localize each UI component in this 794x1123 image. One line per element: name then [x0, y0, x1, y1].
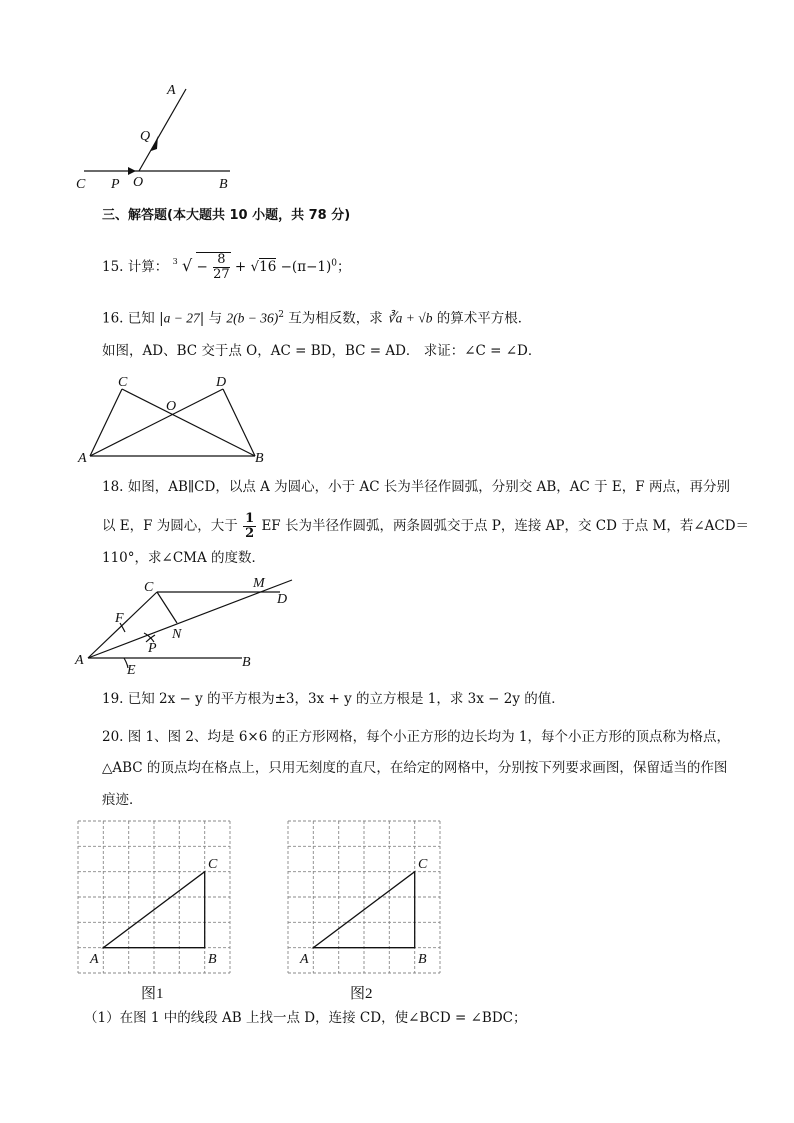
frac-denominator: 27: [213, 267, 230, 282]
question-16: 16. 已知 |a − 27| 与 $2(b - 36)^2$ 互为相反数，求 ∛a + √b 的算术平方根．: [102, 310, 532, 327]
arrow-p-icon: [128, 167, 136, 175]
label-a: A: [90, 952, 99, 967]
question-18-line2: [102, 512, 749, 541]
cube-root-expression: $^3$ √ − $\frac{8}{27}$: [172, 252, 230, 282]
frac-numerator: 8: [213, 253, 230, 268]
label-c: C: [418, 857, 428, 872]
question-20-line3: 痕迹．: [102, 792, 143, 808]
label-b: B: [418, 952, 427, 967]
label-a: A: [78, 451, 87, 466]
half-numerator: 1: [245, 511, 255, 526]
label-a: A: [75, 653, 84, 668]
section-header: 三、解答题(本大题共 10 小题，共 78 分): [102, 208, 351, 223]
half-denominator: 2: [245, 526, 255, 541]
minus-sign: −: [196, 259, 208, 275]
sqrt-argument: 16: [259, 259, 277, 275]
label-b: B: [219, 177, 228, 192]
label-b: B: [242, 655, 251, 670]
grid-figure-2: [280, 815, 450, 985]
label-f: F: [115, 611, 124, 626]
q16-t3: 互为相反数，求: [288, 310, 383, 327]
label-q: Q: [140, 129, 151, 144]
square-expression: 2(b − 36): [226, 310, 279, 326]
q18-figure: [70, 570, 310, 678]
question-15: 15. 计算： $^3$ √ − $\frac{8}{27}$ + $√16 -(\pi-1)^0$；: [102, 252, 351, 282]
top-ray-figure: [60, 78, 260, 198]
figure-2-caption: 图2: [350, 986, 373, 1002]
question-18-line1: 18. 如图，AB∥CD，以点 A 为圆心，小于 AC 长为半径作圆弧，分别交 AB，AC 于 E，F 两点，再分别: [102, 479, 730, 495]
question-20-line2: △ABC 的顶点均在格点上，只用无刻度的直尺，在给定的网格中，分别按下列要求画图，保留适当的作图: [102, 760, 728, 776]
question-18-line3: 110°，求∠CMA 的度数．: [102, 550, 266, 566]
label-c: C: [144, 580, 154, 595]
root-expression: ∛a + √b: [387, 310, 433, 326]
label-c: C: [76, 177, 86, 192]
question-17: 如图，AD、BC 交于点 O，AC = BD，BC = AD． 求证：∠C = ∠D．: [102, 343, 542, 359]
q15-number: 15.: [102, 259, 124, 275]
label-a: A: [300, 952, 309, 967]
label-o: O: [133, 175, 144, 190]
question-20-sub1: （1）在图 1 中的线段 AB 上找一点 D，连接 CD，使∠BCD = ∠BDC；: [84, 1010, 527, 1026]
label-d: D: [216, 375, 227, 390]
q15-end: ；: [336, 259, 351, 275]
q16-number: 16.: [102, 310, 124, 327]
q15-tail: −(π−1): [280, 259, 332, 275]
question-20-line1: 20. 图 1、图 2、均是 6×6 的正方形网格，每个小正方形的边长均为 1，每个小正方形的顶点称为格点，: [102, 729, 730, 745]
figure-1-caption: 图1: [141, 986, 164, 1002]
question-19: 19. 已知 2x − y 的平方根为±3，3x + y 的立方根是 1，求 3x − 2y 的值．: [102, 691, 565, 707]
label-e: E: [127, 663, 136, 678]
label-c: C: [118, 375, 128, 390]
label-n: N: [172, 627, 182, 642]
arrow-q-icon: [151, 136, 158, 151]
q16-t4: 的算术平方根．: [436, 310, 532, 327]
q16-t2: 与: [208, 310, 223, 327]
cube-root-index: 3: [172, 256, 178, 266]
label-a: A: [167, 83, 176, 98]
label-d: D: [277, 592, 288, 607]
label-m: M: [253, 576, 265, 591]
q17-figure: [76, 372, 276, 467]
label-o: O: [166, 399, 177, 414]
label-b: B: [255, 451, 264, 466]
exponent: 0: [331, 258, 337, 269]
abs-expression: a − 27: [163, 310, 200, 326]
label-p: P: [111, 177, 120, 192]
label-b: B: [208, 952, 217, 967]
square-exponent: 2: [278, 310, 284, 320]
q18-line2b: EF 长为半径作圆弧，两条圆弧交于点 P，连接 AP，交 CD 于点 M，若∠ACD＝: [261, 518, 750, 534]
label-c: C: [208, 857, 218, 872]
label-p: P: [148, 641, 157, 656]
grid-figure-1: [70, 815, 240, 985]
q15-text: 计算：: [127, 259, 169, 275]
plus-sign: +: [234, 259, 247, 275]
q18-line2a: 以 E，F 为圆心，大于: [102, 518, 238, 534]
q16-t1: 已知: [127, 310, 155, 327]
